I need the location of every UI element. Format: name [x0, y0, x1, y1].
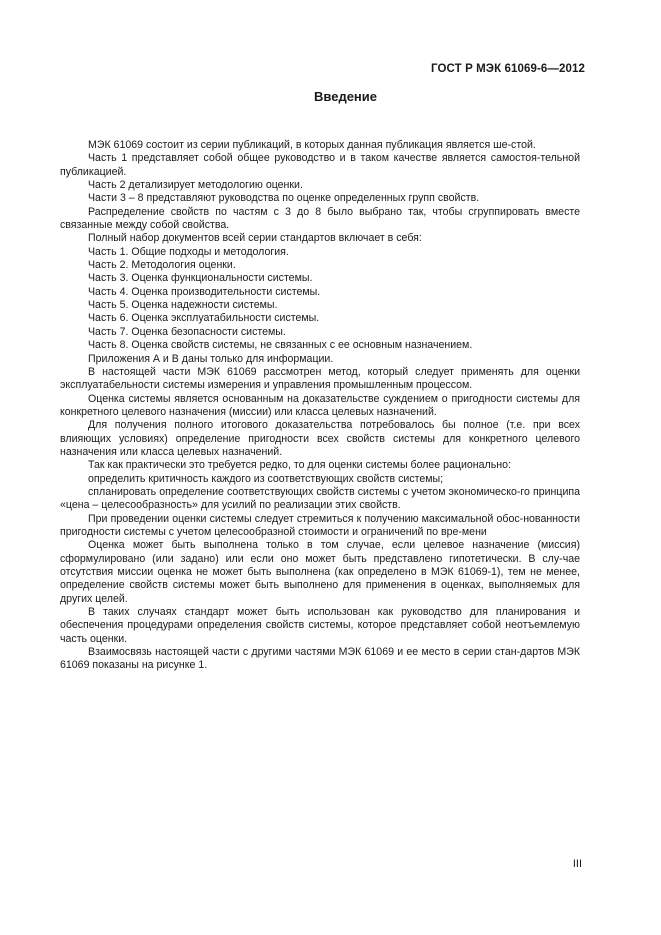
paragraph: Полный набор документов всей серии стандартов включает в себя:: [88, 232, 422, 245]
paragraph: Распределение свойств по частям с 3 до 8 было выбрано так, чтобы сгруппировать вместе связанные между собой свойства.: [60, 205, 580, 232]
paragraph: Взаимосвязь настоящей части с другими частями МЭК 61069 и ее место в серии стан-дартов МЭК 61069 показаны на рисунке 1.: [60, 646, 580, 672]
list-item: Часть 1. Общие подходы и методология.: [88, 245, 289, 258]
section-title: Введение: [314, 89, 377, 104]
paragraph: МЭК 61069 состоит из серии публикаций, в которых данная публикация является ше-стой.: [88, 139, 536, 151]
document-standard-code: ГОСТ Р МЭК 61069-6—2012: [431, 63, 585, 75]
list-item: Часть 2. Методология оценки.: [88, 259, 236, 272]
list-item: Часть 7. Оценка безопасности системы.: [88, 325, 286, 338]
list-item: определить критичность каждого из соответствующих свойств системы;: [88, 472, 444, 485]
paragraph: Часть 1 представляет собой общее руководство и в таком качестве является самостоя-тельной публикацией.: [60, 152, 580, 178]
paragraph: Для получения полного итогового доказательства потребовалось бы полное (т.е. при всех влияющих условиях) определение пригодности всех свойств системы для конкретного целевого назначения или класса целевых назначений.: [60, 419, 580, 458]
page-number: III: [572, 858, 582, 870]
list-item: Часть 6. Оценка эксплуатабильности системы.: [88, 312, 320, 325]
paragraph: Так как практически это требуется редко, то для оценки системы более рационально:: [88, 459, 511, 472]
list-item: Часть 4. Оценка производительности системы.: [88, 285, 321, 298]
paragraph: В настоящей части МЭК 61069 рассмотрен метод, который следует применять для оценки эксплуатабельности системы измерения и управления промышленным процессом.: [60, 365, 580, 392]
list-item: Часть 8. Оценка свойств системы, не связанных с ее основным назначением.: [88, 339, 473, 352]
document-body: [60, 139, 580, 673]
paragraph: Части 3 – 8 представляют руководства по оценке определенных групп свойств.: [88, 192, 480, 205]
paragraph: Часть 2 детализирует методологию оценки.: [88, 179, 303, 192]
list-item: Часть 3. Оценка функциональности системы.: [88, 272, 313, 285]
paragraph: Приложения А и В даны только для информации.: [88, 352, 334, 365]
list-item: спланировать определение соответствующих свойств системы с учетом экономическо-го принципа «цена – целесообразность» для усилий по реализации этих свойств.: [60, 485, 580, 512]
paragraph: При проведении оценки системы следует стремиться к получению максимальной обос-нованности пригодности системы с учетом целесообразной стоимости и ограничений по вре-мени: [60, 512, 580, 538]
list-item: Часть 5. Оценка надежности системы.: [88, 299, 278, 312]
paragraph: В таких случаях стандарт может быть использован как руководство для планирования и обеспечения процедурами определения свойств системы, которое представляет собой неотъемлемую часть оценки.: [60, 606, 580, 645]
paragraph: Оценка системы является основанным на доказательстве суждением о пригодности системы для конкретного целевого назначения (миссии) или класса целевых назначений.: [60, 392, 580, 418]
paragraph: Оценка может быть выполнена только в том случае, если целевое назначение (миссия) сформулировано (или задано) или если оно может быть представлено гипотетически. В слу-чае отсутствия миссии оценка не может быть выполнена (как определено в МЭК 61069-1), тем не менее, определение свойств системы может быть выполнено для применения в оценках, выполняемых для других целей.: [60, 539, 580, 605]
